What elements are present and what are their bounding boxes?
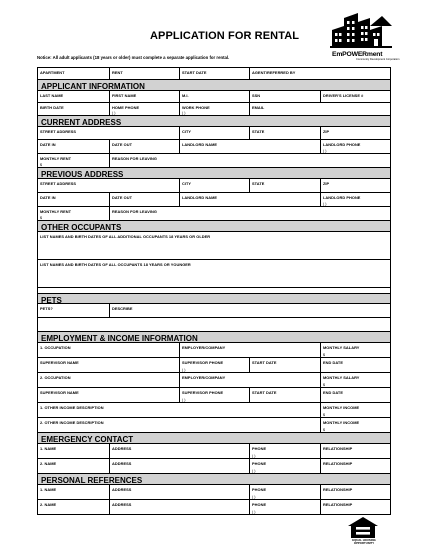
form-row-supervisor-1 [38,358,390,373]
form-row-reference-2 [38,500,390,515]
eho-line-2: OPPORTUNITY [353,541,375,546]
form-row-occupation-2 [38,373,390,388]
other-income-1-field[interactable]: 1. OTHER INCOME DESCRIPTION [38,403,321,417]
emergency-address-1-field[interactable]: ADDRESS [110,444,250,458]
apartment-field[interactable]: APARTMENT [38,68,110,79]
reference-relationship-2-field[interactable]: RELATIONSHIP [323,501,353,507]
previous-date-out-field[interactable]: DATE OUT [110,193,180,206]
employer-2-field[interactable]: EMPLOYER/COMPANY [180,373,321,387]
previous-state-field[interactable]: STATE [250,179,321,192]
middle-initial-field[interactable]: M.I. [180,91,250,102]
emergency-phone-1-field[interactable]: PHONE ( ) [250,444,321,458]
end-date-2-field[interactable]: END DATE [323,389,343,395]
emergency-relationship-1-field[interactable]: RELATIONSHIP [323,445,353,451]
emergency-relationship-2-field[interactable]: RELATIONSHIP [323,460,353,466]
occupation-1-field[interactable]: 1. OCCUPATION [38,343,180,357]
section-header-current-address: CURRENT ADDRESS [38,116,390,127]
birth-date-field[interactable]: BIRTH DATE [38,103,110,115]
current-street-field[interactable]: STREET ADDRESS [38,127,180,139]
equal-housing-house-icon [348,517,378,539]
first-name-field[interactable]: FIRST NAME [110,91,180,102]
monthly-income-2-field[interactable]: MONTHLY INCOME $ [323,419,360,432]
section-header-emergency: EMERGENCY CONTACT [38,433,390,444]
current-monthly-rent-field[interactable]: MONTHLY RENT $ [38,154,110,167]
other-income-2-field[interactable]: 2. OTHER INCOME DESCRIPTION [38,418,321,432]
current-date-in-field[interactable]: DATE IN [38,140,110,153]
pets-field[interactable]: PETS? [38,304,110,317]
drivers-license-field[interactable]: DRIVER'S LICENSE # [323,92,364,98]
section-header-previous-address: PREVIOUS ADDRESS [38,168,390,179]
reference-relationship-1-field[interactable]: RELATIONSHIP [323,486,353,492]
reference-phone-2-field[interactable]: PHONE ( ) [250,500,321,514]
last-name-field[interactable]: LAST NAME [38,91,110,102]
section-header-pets: PETS [38,293,390,304]
form-row-previous-street [38,179,390,193]
brand-name: EmPOWERment [332,51,383,58]
form-row-occupants-adult [38,232,390,260]
supervisor-name-2-field[interactable]: SUPERVISOR NAME [38,388,180,402]
start-date-2-field[interactable]: START DATE [250,388,321,402]
current-date-out-field[interactable]: DATE OUT [110,140,180,153]
current-zip-field[interactable]: ZIP [323,128,330,134]
work-phone-field[interactable]: WORK PHONE ( ) [180,103,250,115]
start-date-field[interactable]: START DATE [180,68,250,79]
pets-extra-field[interactable] [38,318,390,331]
end-date-1-field[interactable]: END DATE [323,359,343,365]
supervisor-name-1-field[interactable]: SUPERVISOR NAME [38,358,180,372]
form-row-previous-dates [38,193,390,207]
current-reason-leaving-field[interactable]: REASON FOR LEAVING [112,155,157,161]
previous-date-in-field[interactable]: DATE IN [38,193,110,206]
current-city-field[interactable]: CITY [180,127,250,139]
form-row-current-street [38,127,390,140]
reference-address-2-field[interactable]: ADDRESS [110,500,250,514]
supervisor-phone-2-field[interactable]: SUPERVISOR PHONE ( ) [180,388,250,402]
page-title: APPLICATION FOR RENTAL [150,30,300,42]
previous-zip-field[interactable]: ZIP [323,180,330,186]
agent-referred-field[interactable]: AGENT/REFERRED BY [252,69,296,75]
form-row-applicant-name [38,91,390,103]
form-row-other-income-1 [38,403,390,418]
form-row-apartment [38,68,390,80]
form-row-pets-blank [38,318,390,332]
form-row-current-dates [38,140,390,154]
form-row-pets [38,304,390,318]
section-header-other-occupants: OTHER OCCUPANTS [38,221,390,232]
previous-city-field[interactable]: CITY [180,179,250,192]
monthly-salary-1-field[interactable]: MONTHLY SALARY $ [323,344,360,357]
form-row-reference-1 [38,485,390,500]
reference-name-1-field[interactable]: 1. NAME [38,485,110,499]
form-row-current-rent [38,154,390,168]
form-row-applicant-contact [38,103,390,116]
adult-occupants-field[interactable]: LIST NAMES AND BIRTH DATES OF ALL ADDITIONAL OCCUPANTS 18 YEARS OR OLDER [40,233,211,239]
previous-landlord-phone-field[interactable]: LANDLORD PHONE ( ) [323,194,361,206]
minor-occupants-field[interactable]: LIST NAMES AND BIRTH DATES OF ALL OCCUPANTS 18 YEARS OR YOUNGER [40,261,191,267]
supervisor-phone-1-field[interactable]: SUPERVISOR PHONE ( ) [180,358,250,372]
form-row-occupation-1 [38,343,390,358]
start-date-1-field[interactable]: START DATE [250,358,321,372]
eho-line-1: EQUAL HOUSING [352,538,376,542]
form-row-emergency-2 [38,459,390,474]
previous-street-field[interactable]: STREET ADDRESS [38,179,180,192]
form-row-previous-rent [38,207,390,221]
monthly-salary-2-field[interactable]: MONTHLY SALARY $ [323,374,360,387]
home-phone-field[interactable]: HOME PHONE ( ) [110,103,180,115]
equal-housing-badge [340,517,388,545]
rental-application-form [37,67,391,515]
email-field[interactable]: EMAIL [252,104,265,110]
emergency-address-2-field[interactable]: ADDRESS [110,459,250,473]
reference-name-2-field[interactable]: 2. NAME [38,500,110,514]
employer-1-field[interactable]: EMPLOYER/COMPANY [180,343,321,357]
rent-field[interactable]: RENT [110,68,180,79]
reference-address-1-field[interactable]: ADDRESS [110,485,250,499]
notice-text: Notice: All adult applicants (18 years or older) must complete a separate application for rental. [37,55,230,60]
emergency-name-2-field[interactable]: 2. NAME [38,459,110,473]
section-header-employment: EMPLOYMENT & INCOME INFORMATION [38,332,390,343]
occupation-2-field[interactable]: 2. OCCUPATION [38,373,180,387]
previous-monthly-rent-field[interactable]: MONTHLY RENT $ [38,207,110,220]
current-state-field[interactable]: STATE [250,127,321,139]
form-row-emergency-1 [38,444,390,459]
current-landlord-name-field[interactable]: LANDLORD NAME [180,140,321,153]
brand-tagline: Community Development Corporation [356,58,400,61]
emergency-name-1-field[interactable]: 1. NAME [38,444,110,458]
current-landlord-phone-field[interactable]: LANDLORD PHONE ( ) [323,141,361,153]
form-row-supervisor-2 [38,388,390,403]
ssn-field[interactable]: SSN [250,91,321,102]
section-header-references: PERSONAL REFERENCES [38,474,390,485]
form-row-other-income-2 [38,418,390,433]
previous-landlord-name-field[interactable]: LANDLORD NAME [180,193,321,206]
reference-phone-1-field[interactable]: PHONE ( ) [250,485,321,499]
monthly-income-1-field[interactable]: MONTHLY INCOME $ [323,404,360,417]
previous-reason-leaving-field[interactable]: REASON FOR LEAVING [112,208,157,214]
emergency-phone-2-field[interactable]: PHONE ( ) [250,459,321,473]
form-row-occupants-minor [38,260,390,288]
section-header-applicant: APPLICANT INFORMATION [38,80,390,91]
pets-describe-field[interactable]: DESCRIBE [112,305,133,311]
